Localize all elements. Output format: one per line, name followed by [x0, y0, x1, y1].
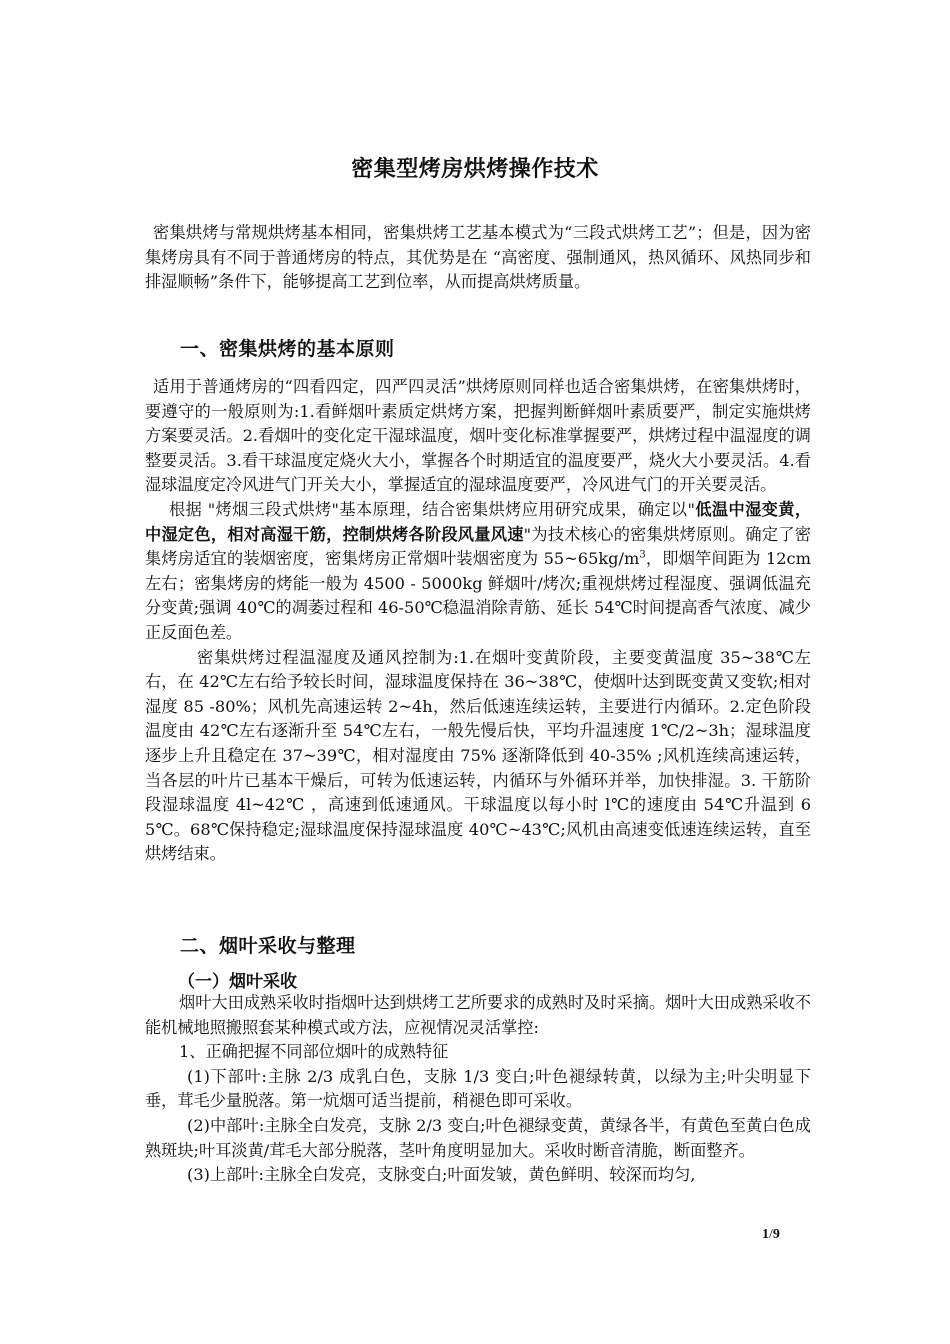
page-total: 9 [772, 1227, 780, 1242]
list-item-1-3: (3)上部叶:主脉全白发亮，支脉变白;叶面发皱，黄色鲜明、较深而均匀, [187, 1165, 696, 1185]
section-1-heading: 一、密集烘烤的基本原则 [180, 338, 395, 360]
list-item-1-1: (1)下部叶:主脉 2/3 成乳白色，支脉 1/3 变白;叶色褪绿转黄，以绿为主;叶尖明显下垂，茸毛少量脱落。第一炕烟可适当提前，稍褪色即可采收。 [145, 1066, 811, 1111]
document-title: 密集型烤房烘烤操作技术 [351, 156, 599, 182]
p2-bold-text: 低温中湿变黄，中湿定色，相对高湿干筋，控制烘烤各阶段风量风速 [145, 499, 812, 544]
page-current: 1 [762, 1227, 769, 1242]
subsection-1-heading: （一）烟叶采收 [178, 972, 297, 992]
section-1-paragraph-1: 适用于普通烤房的“四看四定，四严四灵活”烘烤原则同样也适合密集烘烤，在密集烘烤时，要遵守的一般原则为:1.看鲜烟叶素质定烘烤方案，把握判断鲜烟叶素质要严，制定实施烘烤方案要灵活。2.看烟叶的变化定干湿球温度，烟叶变化标准掌握要严，烘烤过程中温湿度的调整要灵活。3.看干球温度定烧火大小，掌握各个时期适宜的温度要严，烧火大小要灵活。4.看湿球温度定冷风进气门开关大小，掌握适宜的湿球温度要严，冷风进气门的开关要灵活。 [145, 377, 811, 495]
page-number [762, 1227, 780, 1243]
p2-text-after: ，即烟竿间距为 12cm 左右；密集烤房的烤能一般为 4500 - 5000kg 鲜烟叶/烤次;重视烘烤过程湿度、强调低温充分变黄;强调 40℃的凋萎过程和 46-50℃稳温消除青筋、延长 54℃时间提高香气浓度、减少正反面色差。 [145, 549, 811, 642]
list-item-1-2: (2)中部叶:主脉全白发亮，支脉 2/3 变白;叶色褪绿变黄，黄绿各半，有黄色至黄白色成熟斑块;叶耳淡黄/茸毛大部分脱落，茎叶角度明显加大。采收时断音清脆，断面整齐。 [145, 1115, 811, 1160]
section-1-paragraph-2 [145, 498, 811, 646]
section-2-heading: 二、烟叶采收与整理 [180, 935, 356, 957]
section-1-paragraph-3: 密集烘烤过程温湿度及通风控制为:1.在烟叶变黄阶段，主要变黄温度 35~38℃左右，在 42℃左右给予较长时间，湿球温度保持在 36~38℃，使烟叶达到既变黄又变软;相对湿度 85 -80%；风机先高速运转 2~4h，然后低速连续运转，主要进行内循环。2.定色阶段温度由 42℃左右逐渐升至 54℃左右，一般先慢后快，平均升温速度 1℃/2~3h；湿球温度逐步上升且稳定在 37~39℃，相对湿度由 75% 逐渐降低到 40-35% ;风机连续高速运转，当各层的叶片已基本干燥后，可转为低速运转，内循环与外循环并举，加快排湿。3. 干筋阶段湿球温度 4l~42℃ ，高速到低速通风。干球温度以每小时 l℃的速度由 54℃升温到 65℃。68℃保持稳定;湿球温度保持湿球温度 40℃~43℃;风机由高速变低速连续运转，直至烘烤结束。 [145, 647, 811, 864]
p2-superscript: 3 [639, 549, 646, 561]
page-separator: / [769, 1227, 773, 1242]
section-1-body [145, 375, 811, 867]
section-2-paragraph-1: 烟叶大田成熟采收时指烟叶达到烘烤工艺所要求的成熟时及时采摘。烟叶大田成熟采收不能机械地照搬照套某种模式或方法，应视情况灵活掌控: [145, 993, 811, 1037]
intro-paragraph: 密集烘烤与常规烘烤基本相同，密集烘烤工艺基本模式为“三段式烘烤工艺”；但是，因为密集烤房具有不同于普通烤房的特点，其优势是在 “高密度、强制通风，热风循环、风热同步和排湿顺畅”条件下，能够提高工艺到位率，从而提高烘烤质量。 [145, 223, 811, 292]
list-item-1: 1、正确把握不同部位烟叶的成熟特征 [179, 1042, 449, 1062]
section-2-body [145, 991, 811, 1188]
p2-text-before: 根据 "烤烟三段式烘烤"基本原理，结合密集烘烤应用研究成果，确定以" [169, 499, 695, 519]
p2-text-middle: "为技术核心的密集烘烤原则。确定了密集烤房适宜的装烟密度，密集烤房正常烟叶装烟密度为 55~65kg/m [145, 524, 811, 569]
